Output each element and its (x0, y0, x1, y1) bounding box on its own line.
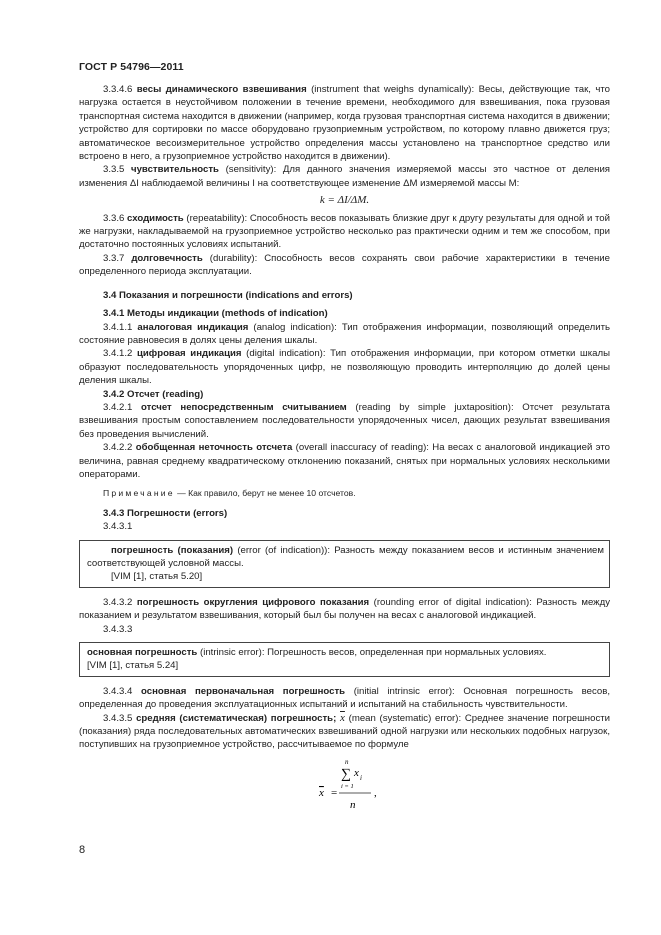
clause-text: (repeatability): Способность весов показывать близкие друг к другу результаты для одной и той же нагрузки, накладываемой на грузоприемное устройство несколько раз практически одним и тем же способом, при достаточно постоянных условиях испытаний. (79, 212, 610, 251)
clause-text: (overall inaccuracy of reading): На весах с аналоговой индикацией это величина, равная среднему квадратическому отклонению показаний, снятых при нормальных условиях несколькими операторами. (79, 442, 610, 480)
clause-term: отсчет непосредственным считыванием (141, 401, 347, 413)
clause-term: погрешность округления цифрового показания (136, 596, 370, 608)
clause-number: 3.3.4.6 (103, 84, 133, 95)
formula-lhs: x (319, 786, 324, 799)
note (79, 487, 610, 500)
clause-3-4-3-4 (79, 685, 610, 712)
formula-denominator: n (350, 798, 356, 811)
clause-number: 3.4.1.1 (103, 321, 133, 333)
clause-text: (durability): Способность весов сохранять свои рабочие характеристики в течение определенного периода эксплуатации. (79, 252, 610, 278)
clause-number: 3.3.7 (103, 252, 125, 264)
clause-3-3-7 (79, 252, 610, 279)
formula-graphic (79, 756, 610, 822)
mean-error-formula (79, 756, 610, 822)
clause-text: (mean (systematic) error): Среднее значение погрешности (показания) ряда последовательных автоматических взвешиваний одной нагрузки или нескольких подобных нагрузок, поступивших на грузоприемное устройство, рассчитываемое по формуле (79, 712, 610, 751)
clause-text: (rounding error of digital indication): Разность между показанием и результатом взвешивания, который был бы получен на весах с аналоговой индикацией. (79, 596, 610, 622)
page-body (79, 83, 610, 822)
formula-variable: x (354, 766, 359, 779)
note-label: Примечание (103, 488, 175, 499)
clause-number: 3.3.6 (103, 212, 125, 224)
clause-text: (instrument that weighs dynamically): Весы, действующие так, что нагрузка остается в неустойчивом положении в течение времени, необходимого для взвешивания, пока грузовая транспортная система находится в движении (например, когда грузовая транспортная система находится в движении; устройство для сортировки по массе оборудовано грузоприемным устройством, по которому плавно движется груз; автоматическое весоизмерительное устройство определения массы установлено на транспортное средство или встроено в него, а грузоприемное устройство находится в движении). (79, 84, 610, 163)
clause-3-4-3-3 (87, 646, 604, 659)
page-header: ГОСТ Р 54796—2011 (79, 61, 184, 73)
clause-term: основная погрешность (87, 647, 198, 659)
clause-term: цифровая индикация (137, 348, 242, 360)
clause-text: (error (of indication)): Разность между показанием весов и истинным значением соответствующей условной массы. (87, 544, 604, 569)
clause-term: аналоговая индикация (137, 321, 249, 333)
section-heading-3-4-1: 3.4.1 Методы индикации (methods of indication) (103, 308, 328, 320)
formula-subscript: i (360, 773, 362, 782)
clause-number: 3.4.1.2 (103, 348, 133, 360)
formula-comma: , (374, 786, 377, 799)
formula-text: k = ΔI/ΔM. (319, 194, 370, 207)
page-number: 8 (79, 844, 86, 856)
clause-text: (intrinsic error): Погрешность весов, определенная при нормальных условиях. (197, 647, 547, 659)
clause-text: (reading by simple juxtaposition): Отсчет результата взвешивания простым сопоставлением последовательности упорядоченных чисел, дающих результат взвешивания без проведения вычислений. (79, 401, 610, 440)
clause-3-3-4-6 (79, 83, 610, 163)
clause-3-4-2-2 (79, 441, 610, 481)
clause-3-4-2-1 (79, 401, 610, 441)
note-text: — Как правило, берут не менее 10 отсчетов. (174, 488, 356, 499)
section-heading-3-4: 3.4 Показания и погрешности (indications and errors) (103, 289, 353, 301)
clause-3-4-3-5 (79, 712, 610, 752)
clause-text: (sensitivity): Для данного значения измеряемой массы это частное от деления изменения ΔI наблюдаемой величины I на соответствующее изменение ΔM измеряемой массы M: (79, 164, 610, 189)
clause-text: (initial intrinsic error): Основная погрешность весов, определенная до проведения эксплуатационных испытаний и испытаний на стабильность чувствительности. (79, 685, 610, 711)
clause-number: 3.3.5 (103, 164, 125, 176)
clause-3-3-5 (79, 163, 610, 190)
clause-number-3-4-3-3: 3.4.3.3 (103, 623, 133, 635)
clause-3-4-1-1 (79, 321, 610, 348)
clause-3-4-1-2 (79, 347, 610, 387)
clause-term: сходимость (127, 212, 184, 224)
clause-number: 3.4.3.5 (103, 712, 133, 724)
section-heading-3-4-3: 3.4.3 Погрешности (errors) (103, 507, 228, 519)
clause-term: средняя (систематическая) погрешность; (136, 712, 337, 724)
formula-equals: = (331, 786, 338, 799)
formula-sigma: ∑ (341, 766, 351, 782)
clause-3-4-3-1 (87, 544, 604, 571)
mean-symbol: $\overline{x}$ (340, 711, 345, 724)
clause-number: 3.4.3.4 (103, 685, 133, 697)
clause-3-3-6 (79, 212, 610, 252)
definition-box-intrinsic-error (79, 642, 610, 677)
vim-reference: [VIM [1], статья 5.24] (87, 660, 179, 672)
clause-number: 3.4.2.1 (103, 401, 133, 413)
clause-term: чувствительность (131, 164, 219, 176)
formula-upper-limit: n (345, 757, 349, 766)
clause-number: 3.4.3.2 (103, 596, 133, 608)
clause-term: весы динамического взвешивания (136, 84, 307, 95)
clause-term: основная первоначальная погрешность (141, 685, 346, 697)
clause-number-3-4-3-1: 3.4.3.1 (103, 521, 133, 533)
definition-box-error (79, 540, 610, 588)
clause-text: (digital indication): Тип отображения информации, при котором отметки шкалы образуют последовательность упорядоченных цифр, не позволяющую проводить интерполяцию до долей цены деления шкалы. (79, 348, 610, 387)
vim-reference: [VIM [1], статья 5.20] (111, 571, 203, 583)
section-heading-3-4-2: 3.4.2 Отсчет (reading) (103, 388, 204, 400)
sensitivity-formula (79, 194, 610, 207)
formula-lower-limit: i = 1 (341, 782, 354, 790)
clause-term: долговечность (131, 252, 203, 264)
clause-text: (analog indication): Тип отображения информации, позволяющий определить состояние равновесия в долях цены деления шкалы. (79, 321, 610, 346)
clause-term: погрешность (показания) (111, 544, 234, 556)
clause-3-4-3-2 (79, 596, 610, 623)
clause-term: обобщенная неточность отсчета (135, 442, 293, 454)
clause-number: 3.4.2.2 (103, 442, 133, 454)
